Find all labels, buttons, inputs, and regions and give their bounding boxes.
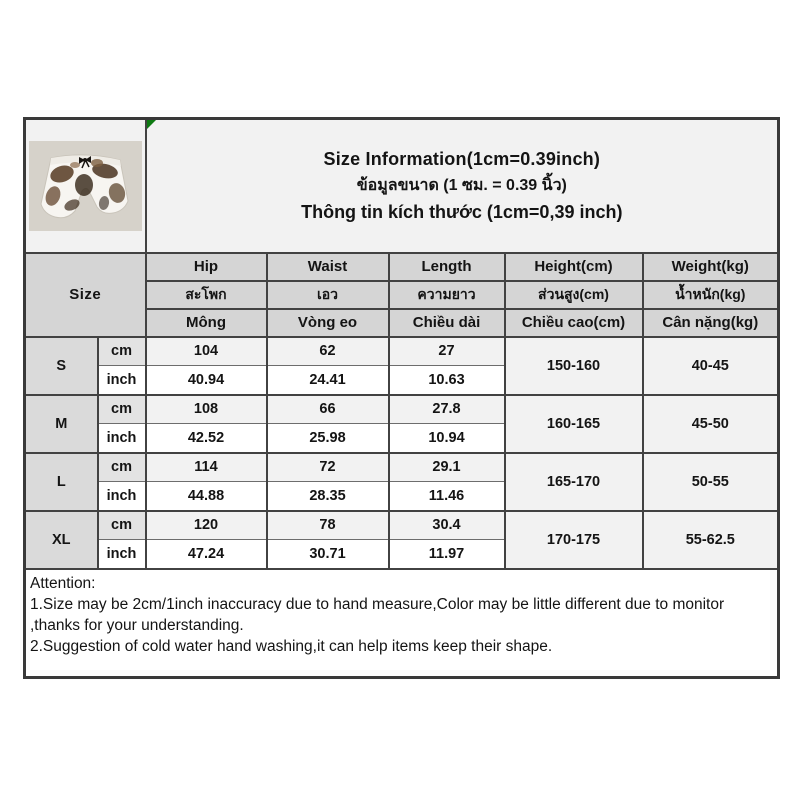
col-header-length-th: ความยาว [389,281,505,309]
corner-marker-icon [147,120,156,129]
weight-range-value: 45-50 [643,395,779,453]
height-range-value: 160-165 [505,395,643,453]
hip-inch-value: 40.94 [146,366,267,395]
unit-label-inch: inch [98,540,146,569]
length-inch-value: 10.94 [389,424,505,453]
height-range-value: 150-160 [505,337,643,395]
table-row-s-cm [25,337,779,366]
waist-inch-value: 24.41 [267,366,389,395]
hip-inch-value: 42.52 [146,424,267,453]
col-header-height-vi: Chiều cao(cm) [505,309,643,337]
table-row-l-cm [25,453,779,482]
length-cm-value: 27 [389,337,505,366]
size-chart-sheet [23,117,780,679]
attention-note [25,569,779,678]
height-range-value: 170-175 [505,511,643,569]
size-header-cell: Size [25,253,146,337]
col-header-weight-vi: Cân nặng(kg) [643,309,779,337]
col-header-length-en: Length [389,253,505,281]
col-header-hip-th: สะโพก [146,281,267,309]
title-thai: ข้อมูลขนาด (1 ซม. = 0.39 นิ้ว) [356,176,567,194]
col-header-weight-en: Weight(kg) [643,253,779,281]
height-range-value: 165-170 [505,453,643,511]
col-header-height-en: Height(cm) [505,253,643,281]
length-inch-value: 11.97 [389,540,505,569]
waist-inch-value: 28.35 [267,482,389,511]
unit-label-cm: cm [98,453,146,482]
attention-heading: Attention: [30,574,96,592]
col-header-waist-en: Waist [267,253,389,281]
hip-inch-value: 47.24 [146,540,267,569]
waist-cm-value: 78 [267,511,389,540]
table-row-xl-cm [25,511,779,540]
attention-line1: 1.Size may be 2cm/1inch inaccuracy due to hand measure,Color may be little different due to monitor ,thanks for your understanding. [30,595,725,634]
product-photo [29,141,142,231]
col-header-height-th: ส่วนสูง(cm) [505,281,643,309]
unit-label-inch: inch [98,424,146,453]
size-label-s: S [25,337,98,395]
unit-label-inch: inch [98,366,146,395]
table-row-m-cm [25,395,779,424]
weight-range-value: 40-45 [643,337,779,395]
waist-inch-value: 30.71 [267,540,389,569]
unit-label-cm: cm [98,511,146,540]
title-english: Size Information(1cm=0.39inch) [323,148,601,169]
length-inch-value: 10.63 [389,366,505,395]
col-header-hip-en: Hip [146,253,267,281]
col-header-length-vi: Chiều dài [389,309,505,337]
attention-row [25,569,779,678]
title-cell [146,119,779,253]
col-header-weight-th: น้ำหนัก(kg) [643,281,779,309]
size-label-m: M [25,395,98,453]
length-cm-value: 29.1 [389,453,505,482]
header-row-english [25,253,779,281]
col-header-waist-vi: Vòng eo [267,309,389,337]
size-label-l: L [25,453,98,511]
product-photo-frame [26,120,145,252]
col-header-waist-th: เอว [267,281,389,309]
weight-range-value: 50-55 [643,453,779,511]
length-inch-value: 11.46 [389,482,505,511]
attention-line2: 2.Suggestion of cold water hand washing,it can help items keep their shape. [30,637,553,655]
hip-inch-value: 44.88 [146,482,267,511]
size-label-xl: XL [25,511,98,569]
waist-cm-value: 66 [267,395,389,424]
hip-cm-value: 114 [146,453,267,482]
size-table [23,117,780,679]
title-vietnamese: Thông tin kích thước (1cm=0,39 inch) [301,201,623,222]
length-cm-value: 27.8 [389,395,505,424]
unit-label-cm: cm [98,395,146,424]
hip-cm-value: 104 [146,337,267,366]
waist-cm-value: 62 [267,337,389,366]
waist-cm-value: 72 [267,453,389,482]
weight-range-value: 55-62.5 [643,511,779,569]
unit-label-inch: inch [98,482,146,511]
title-row [25,119,779,253]
waist-inch-value: 25.98 [267,424,389,453]
length-cm-value: 30.4 [389,511,505,540]
hip-cm-value: 108 [146,395,267,424]
hip-cm-value: 120 [146,511,267,540]
product-photo-cell [25,119,146,253]
col-header-hip-vi: Mông [146,309,267,337]
unit-label-cm: cm [98,337,146,366]
